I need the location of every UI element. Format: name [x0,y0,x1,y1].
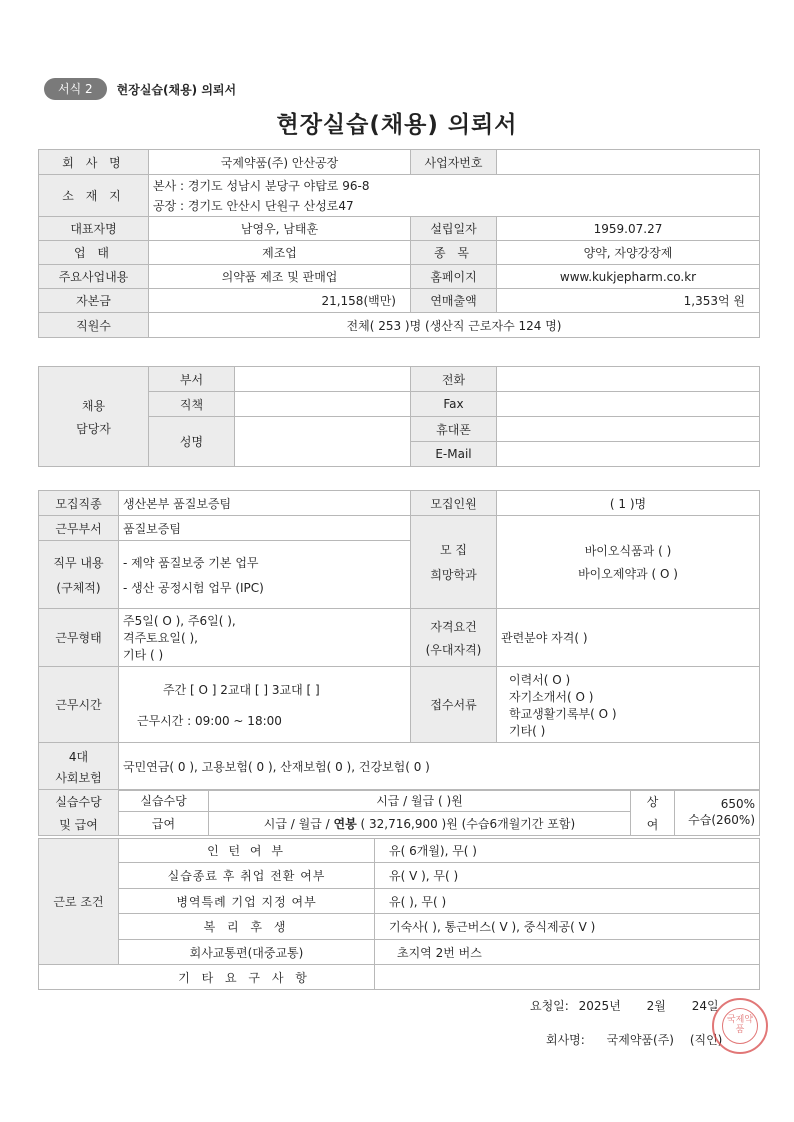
contact-section-label-line1: 채용 [81,398,106,413]
major-label [411,516,497,609]
main-business-value: 의약품 제조 및 판매업 [149,265,411,289]
capital-label: 자본금 [39,289,149,313]
military-label: 병역특례 기업 지정 여부 [119,889,375,914]
job-value: 생산본부 품질보증팀 [119,491,411,516]
allowance-label: 실습수당 [119,790,209,812]
insurance-label-line1: 4대 [68,749,89,764]
contact-position-label: 직책 [149,392,235,417]
transport-label: 회사교통편(대중교통) [119,940,375,965]
insurance-label [39,743,119,791]
company-sign-label: 회사명: [546,1033,585,1047]
company-name-label: 회 사 명 [39,150,149,175]
bizno-value [497,150,760,175]
transport-value: 초지역 2번 버스 [375,940,760,965]
bonus-value [675,790,760,836]
contact-mobile-label: 휴대폰 [411,417,497,442]
insurance-value: 국민연금( 0 ), 고용보험( 0 ), 산재보험( 0 ), 건강보험( 0 ) [119,743,760,791]
shift-line: 주간 [ O ] 2교대 [ ] 3교대 [ ] [163,682,320,697]
form-header [44,78,236,100]
doc-resume: 이력서( O ) [509,672,571,687]
qualification-label [411,609,497,667]
bonus-label [631,790,675,836]
work-type-value [119,609,411,667]
contact-name-value [235,417,411,467]
documents-value [497,667,760,743]
conversion-label: 실습종료 후 취업 전환 여부 [119,863,375,889]
contact-section-label [39,367,149,467]
bonus-probation-rate: 수습(260%) [688,813,755,827]
qualification-label-line1: 자격요건 [430,619,477,634]
business-type-value: 제조업 [149,241,411,265]
annual-sales-value: 1,353억 원 [497,289,760,313]
contact-mobile-value [497,417,760,442]
contact-position-value [235,392,411,417]
contact-email-label: E-Mail [411,442,497,467]
request-month: 2월 [646,999,666,1013]
contact-tel-label: 전화 [411,367,497,392]
doc-cover-letter: 자기소개서( O ) [509,689,594,704]
request-day: 24일 [691,999,719,1013]
homepage-value: www.kukjepharm.co.kr [497,265,760,289]
page-title: 현장실습(채용) 의뢰서 [276,112,518,138]
pay-label-line1: 실습수당 [55,794,102,809]
address-hq: 본사 : 경기도 성남시 분당구 야탑로 96-8 [153,179,370,193]
conversion-value: 유( V ), 무( ) [375,863,760,889]
pay-table [38,789,760,836]
salary-amount: ( 32,716,900 )원 (수습6개월기간 포함) [356,817,576,831]
contact-fax-value [497,392,760,417]
duty-value [119,541,411,609]
qualification-value: 관련분야 자격( ) [497,609,760,667]
work-type-line1: 주5일( O ), 주6일( ), [123,614,236,628]
insurance-label-line2: 사회보험 [55,770,102,785]
stamp-text: 국제약품 [722,1008,758,1044]
allowance-value: 시급 / 월급 ( )원 [209,790,631,812]
qualification-label-line2: (우대자격) [425,642,482,657]
contact-table [38,366,760,467]
other-requirements-label: 기 타 요 구 사 항 [39,965,375,990]
homepage-label: 홈페이지 [411,265,497,289]
contact-dept-value [235,367,411,392]
contact-dept-label: 부서 [149,367,235,392]
bonus-label-line1: 상 [646,794,659,809]
conditions-label: 근로 조건 [39,839,119,965]
major-value [497,516,760,609]
welfare-value: 기숙사( ), 통근버스( V ), 중식제공( V ) [375,914,760,940]
pay-label [39,790,119,836]
seal-label: (직인) [689,1033,723,1047]
bizno-label: 사업자번호 [411,150,497,175]
welfare-label: 복 리 후 생 [119,914,375,940]
company-name-value: 국제약품(주) 안산공장 [149,150,411,175]
major-label-line1: 모 집 [440,543,467,557]
business-item-label: 종 목 [411,241,497,265]
duty-item-1: - 제약 품질보중 기본 업무 [123,555,259,570]
work-type-line3: 기타 ( ) [123,648,164,662]
work-type-line2: 격주토요일( ), [123,631,198,645]
capital-value: 21,158(백만) [149,289,411,313]
documents-label: 접수서류 [411,667,497,743]
form-number-badge: 서식 2 [44,78,107,100]
salary-value [209,812,631,836]
business-item-value: 양약, 자양강장제 [497,241,760,265]
request-date-label: 요청일: [530,999,569,1013]
intern-label: 인 턴 여 부 [119,839,375,863]
duty-label [39,541,119,609]
doc-school-record: 학교생활기록부( O ) [509,706,617,721]
annual-sales-label: 연매출액 [411,289,497,313]
work-hours-label: 근무시간 [39,667,119,743]
bonus-rate: 650% [720,797,755,811]
conditions-table [38,838,760,990]
work-dept-label: 근무부서 [39,516,119,541]
duty-item-2: - 생산 공정시험 업무 (IPC) [123,580,264,595]
address-label: 소 재 지 [39,175,149,217]
bonus-label-line2: 여 [646,817,659,832]
employees-value: 전체( 253 )명 (생산직 근로자수 124 명) [149,313,760,338]
company-sign-name: 국제약품(주) [606,1033,674,1047]
salary-type-selected: 연봉 [333,817,357,831]
doc-other: 기타( ) [509,723,546,738]
form-header-title: 현장실습(채용) 의뢰서 [116,82,237,97]
pay-label-line2: 및 급여 [59,817,98,832]
job-label: 모집직종 [39,491,119,516]
headcount-label: 모집인원 [411,491,497,516]
major-label-line2: 희망학과 [430,568,477,582]
hours-line: 근무시간 : 09:00 ~ 18:00 [137,713,282,728]
military-value: 유( ), 무( ) [375,889,760,914]
recruit-table [38,490,760,791]
contact-name-label: 성명 [149,417,235,467]
main-business-label: 주요사업내용 [39,265,149,289]
work-hours-value [119,667,411,743]
salary-label: 급여 [119,812,209,836]
established-value: 1959.07.27 [497,217,760,241]
duty-label-line1: 직무 내용 [53,555,104,570]
ceo-label: 대표자명 [39,217,149,241]
headcount-value: ( 1 )명 [497,491,760,516]
salary-type-options: 시급 / 월급 / [263,817,334,831]
major-option-1: 바이오식품과 ( ) [584,544,672,558]
major-option-2: 바이오제약과 ( O ) [578,567,678,581]
request-year: 2025년 [578,999,621,1013]
other-requirements-value [375,965,760,990]
contact-fax-label: Fax [411,392,497,417]
address-cell [149,175,760,217]
company-info-table [38,149,760,338]
intern-value: 유( 6개월), 무( ) [375,839,760,863]
contact-tel-value [497,367,760,392]
work-dept-value: 품질보증팀 [119,516,411,541]
company-seal-stamp [712,998,768,1054]
work-type-label: 근무형태 [39,609,119,667]
employees-label: 직원수 [39,313,149,338]
contact-section-label-line2: 담당자 [76,421,111,436]
duty-label-line2: (구체적) [56,580,101,595]
ceo-value: 남영우, 남태훈 [149,217,411,241]
address-factory: 공장 : 경기도 안산시 단원구 산성로47 [153,199,354,213]
contact-email-value [497,442,760,467]
business-type-label: 업 태 [39,241,149,265]
established-label: 설립일자 [411,217,497,241]
